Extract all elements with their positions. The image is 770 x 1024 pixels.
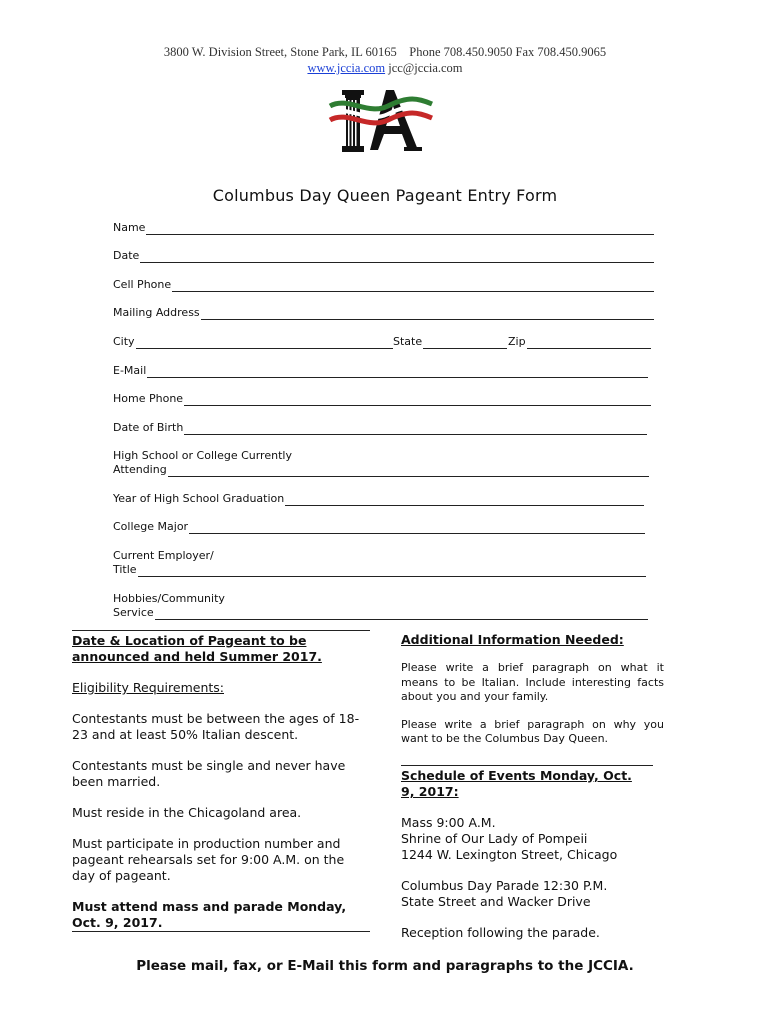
- school-label-1: High School or College Currently: [113, 449, 292, 462]
- mailing-address-line[interactable]: [201, 309, 654, 320]
- email-text: jcc@jccia.com: [388, 61, 463, 75]
- right-mid-rule: [401, 765, 653, 766]
- hobbies-line[interactable]: [155, 609, 648, 620]
- school-field-label-1: [113, 449, 413, 463]
- home-phone-line[interactable]: [184, 395, 651, 406]
- hobbies-field-label-1: [113, 592, 413, 606]
- cell-phone-label: Cell Phone: [113, 278, 172, 291]
- employer-field[interactable]: [113, 563, 646, 577]
- cell-phone-line[interactable]: [172, 281, 654, 292]
- left-bottom-rule: [72, 931, 370, 932]
- requirement-age: Contestants must be between the ages of 18-23 and at least 50% Italian descent.: [72, 711, 360, 742]
- date-line[interactable]: [140, 252, 654, 263]
- school-field[interactable]: [113, 463, 649, 477]
- info-heading: Additional Information Needed:: [401, 632, 624, 647]
- jccia-logo-icon: [328, 88, 434, 154]
- hobbies-label-2: Service: [113, 606, 154, 619]
- schedule-heading: Schedule of Events Monday, Oct. 9, 2017:: [401, 768, 632, 799]
- cell-phone-field[interactable]: [113, 278, 654, 292]
- mailing-address-label: Mailing Address: [113, 306, 200, 319]
- mass-address: 1244 W. Lexington Street, Chicago: [401, 847, 618, 862]
- website-link[interactable]: www.jccia.com: [307, 61, 386, 75]
- school-label-2: Attending: [113, 463, 167, 476]
- letterhead: [0, 44, 770, 76]
- dob-line[interactable]: [184, 424, 647, 435]
- dob-field[interactable]: [113, 421, 647, 435]
- zip-label: Zip: [508, 335, 526, 348]
- eligibility-heading: Eligibility Requirements:: [72, 680, 224, 695]
- requirement-single: Contestants must be single and never have been married.: [72, 758, 346, 789]
- date-label: Date: [113, 249, 140, 262]
- hobbies-label-1: Hobbies/Community: [113, 592, 225, 605]
- employer-field-label-1: [113, 549, 413, 563]
- city-label: City: [113, 335, 135, 348]
- state-label: State: [393, 335, 423, 348]
- address-line: 3800 W. Division Street, Stone Park, IL 60165 Phone 708.450.9050 Fax 708.450.9065: [163, 45, 607, 59]
- info-paragraph-queen: Please write a brief paragraph on why you want to be the Columbus Day Queen.: [401, 717, 664, 745]
- parade-time: Columbus Day Parade 12:30 P.M.: [401, 878, 608, 893]
- announcement-text: Date & Location of Pageant to be announced and held Summer 2017.: [72, 633, 322, 664]
- employer-label-2: Title: [113, 563, 137, 576]
- zip-field[interactable]: [508, 335, 651, 349]
- requirement-residence: Must reside in the Chicagoland area.: [72, 805, 302, 820]
- zip-line[interactable]: [527, 338, 651, 349]
- date-field[interactable]: [113, 249, 654, 263]
- city-line[interactable]: [136, 338, 393, 349]
- dob-label: Date of Birth: [113, 421, 184, 434]
- school-line[interactable]: [168, 466, 649, 477]
- reception-text: Reception following the parade.: [401, 925, 600, 940]
- state-field[interactable]: [393, 335, 507, 349]
- name-field[interactable]: [113, 221, 654, 235]
- mailing-address-field[interactable]: [113, 306, 654, 320]
- state-line[interactable]: [423, 338, 507, 349]
- contact-line: [0, 60, 770, 76]
- footer-instructions: Please mail, fax, or E-Mail this form and paragraphs to the JCCIA.: [136, 958, 634, 974]
- home-phone-field[interactable]: [113, 392, 651, 406]
- form-title: Columbus Day Queen Pageant Entry Form: [212, 186, 558, 205]
- home-phone-label: Home Phone: [113, 392, 184, 405]
- grad-year-line[interactable]: [285, 495, 644, 506]
- college-major-label: College Major: [113, 520, 189, 533]
- mass-location: Shrine of Our Lady of Pompeii: [401, 831, 588, 846]
- info-paragraph-italian: Please write a brief paragraph on what it means to be Italian. Include interesting facts about you and your family.: [401, 661, 664, 703]
- name-label: Name: [113, 221, 146, 234]
- grad-year-label: Year of High School Graduation: [113, 492, 285, 505]
- hobbies-field[interactable]: [113, 606, 648, 620]
- right-column: [401, 632, 664, 747]
- requirement-rehearsal: Must participate in production number and pageant rehearsals set for 9:00 A.M. on the day of pageant.: [72, 836, 345, 883]
- left-column: [72, 633, 370, 931]
- mass-time: Mass 9:00 A.M.: [401, 815, 496, 830]
- parade-location: State Street and Wacker Drive: [401, 894, 591, 909]
- schedule-section: [401, 768, 664, 941]
- email-label: E-Mail: [113, 364, 147, 377]
- college-major-line[interactable]: [189, 523, 645, 534]
- left-top-rule: [72, 630, 370, 631]
- city-field[interactable]: [113, 335, 393, 349]
- email-field[interactable]: [113, 364, 648, 378]
- name-line[interactable]: [146, 224, 654, 235]
- email-line[interactable]: [147, 367, 648, 378]
- college-major-field[interactable]: [113, 520, 645, 534]
- employer-label-1: Current Employer/: [113, 549, 214, 562]
- employer-line[interactable]: [138, 566, 646, 577]
- requirement-mass-parade: Must attend mass and parade Monday, Oct. 9, 2017.: [72, 899, 347, 930]
- grad-year-field[interactable]: [113, 492, 644, 506]
